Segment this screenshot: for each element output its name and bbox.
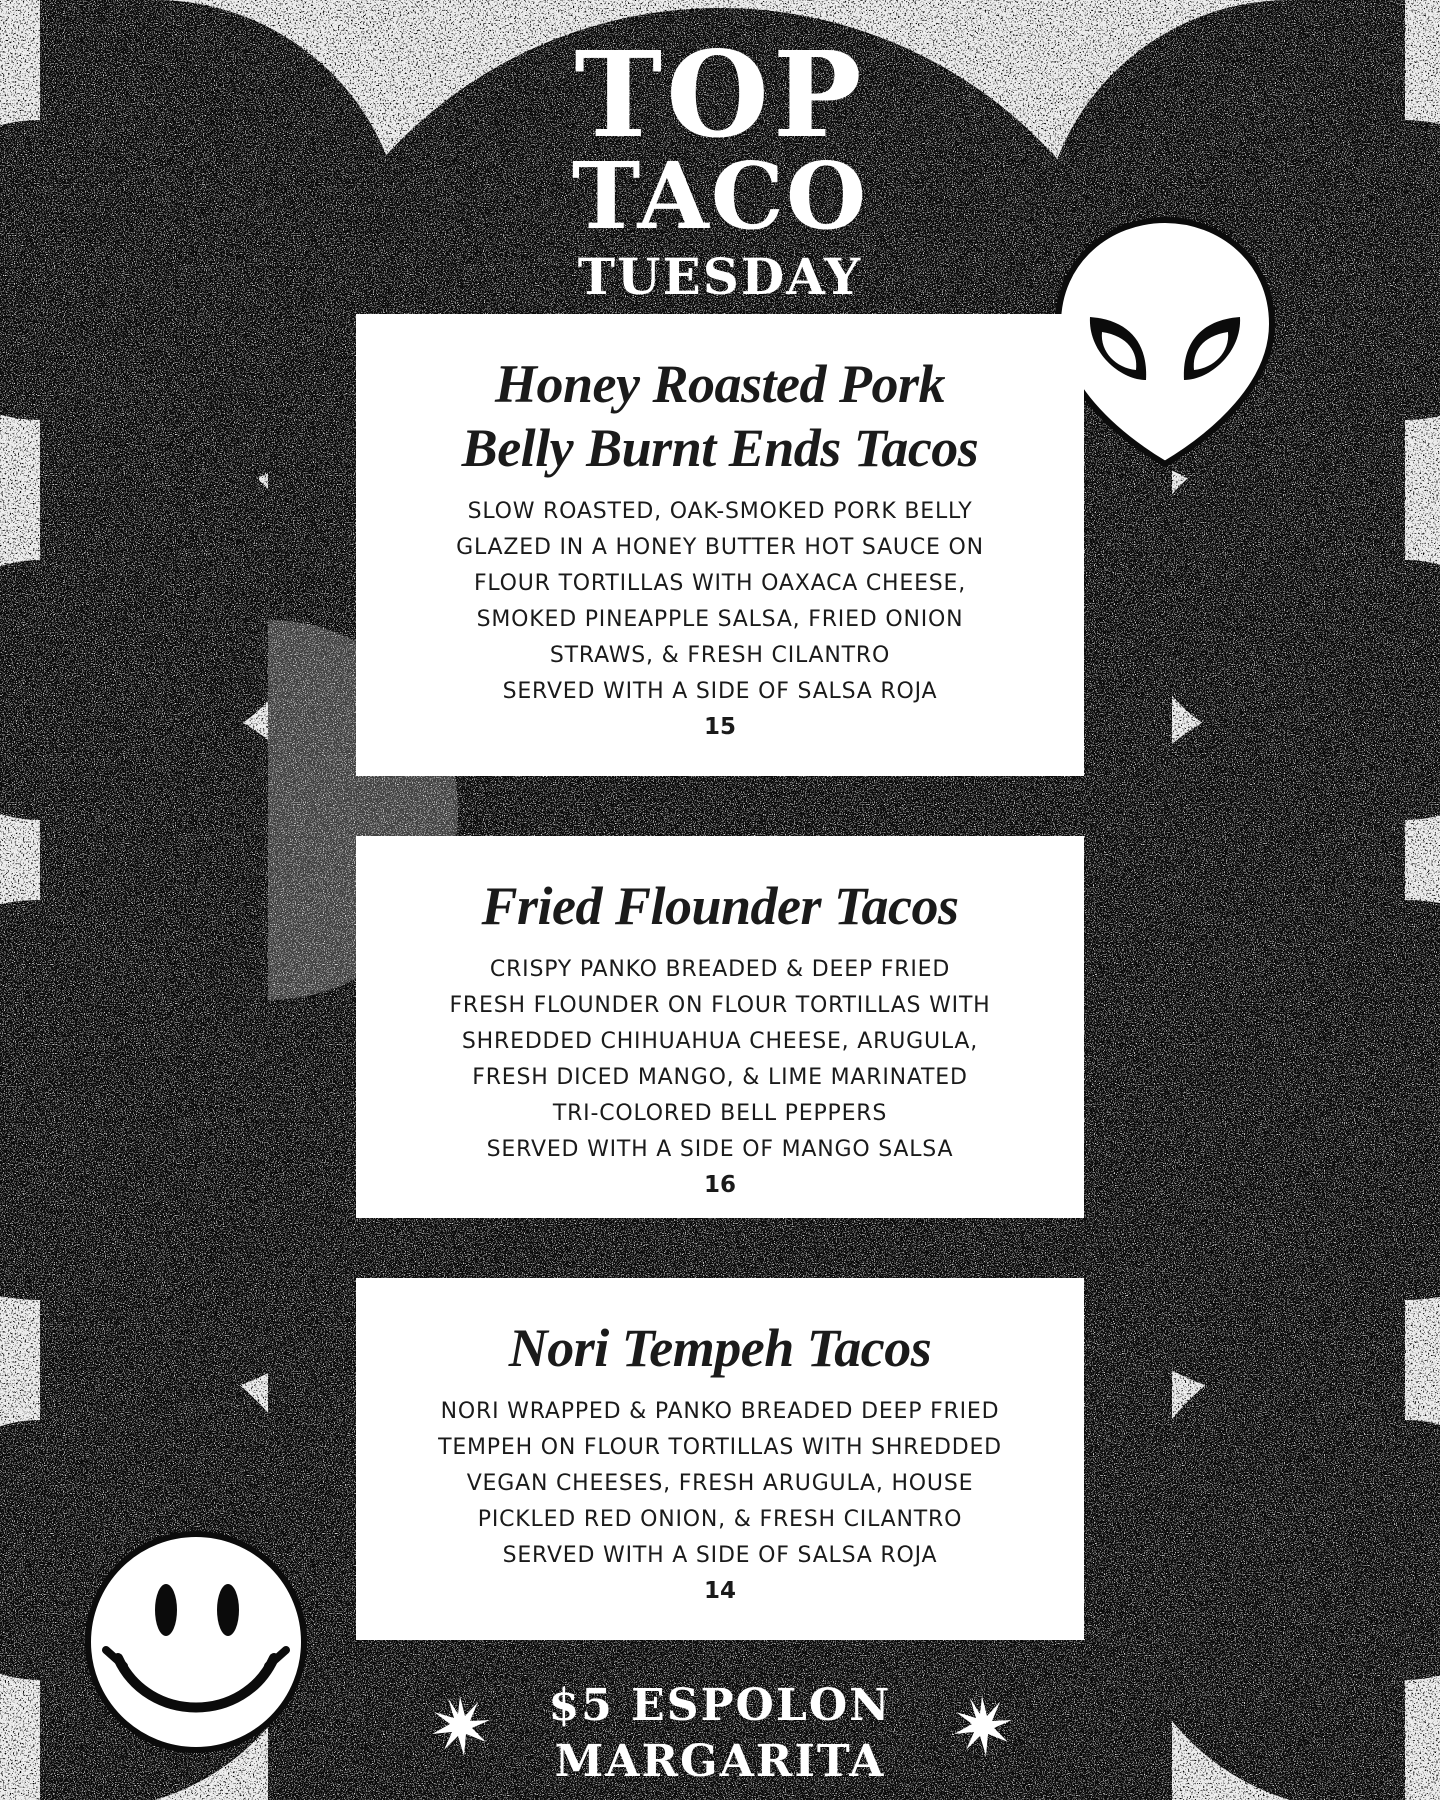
description-line: VEGAN CHEESES, FRESH ARUGULA, HOUSE: [466, 1471, 974, 1496]
menu-item-title: [380, 352, 1060, 480]
title-top: TOP: [574, 25, 866, 164]
description-line: FLOUR TORTILLAS WITH OAXACA CHEESE,: [473, 571, 967, 596]
description-line: FRESH FLOUNDER ON FLOUR TORTILLAS WITH: [449, 993, 991, 1018]
menu-item-card: [356, 1278, 1084, 1640]
description-line: CRISPY PANKO BREADED & DEEP FRIED: [489, 957, 951, 982]
menu-item-title-line: Belly Burnt Ends Tacos: [461, 418, 979, 478]
title-tuesday: TUESDAY: [577, 247, 863, 306]
menu-item-description: [380, 1394, 1060, 1574]
description-line: SERVED WITH A SIDE OF SALSA ROJA: [502, 679, 938, 704]
title-taco: TACO: [571, 142, 869, 250]
alien-head-icon: [1050, 212, 1280, 472]
menu-item-description: [380, 494, 1060, 710]
description-line: PICKLED RED ONION, & FRESH CILANTRO: [477, 1507, 963, 1532]
description-line: GLAZED IN A HONEY BUTTER HOT SAUCE ON: [456, 535, 984, 560]
drink-special-line: MARGARITA: [554, 1736, 886, 1787]
menu-item-price: 14: [703, 1578, 736, 1604]
description-line: FRESH DICED MANGO, & LIME MARINATED: [472, 1065, 968, 1090]
description-line: STRAWS, & FRESH CILANTRO: [549, 643, 891, 668]
description-line: TEMPEH ON FLOUR TORTILLAS WITH SHREDDED: [438, 1435, 1002, 1460]
description-line: SHREDDED CHIHUAHUA CHEESE, ARUGULA,: [461, 1029, 979, 1054]
menu-item-card: [356, 836, 1084, 1218]
menu-item-title: [380, 1316, 1060, 1380]
menu-item-price: 16: [703, 1172, 736, 1198]
menu-item-card: [356, 314, 1084, 776]
menu-item-title: [380, 874, 1060, 938]
menu-item-title-line: Honey Roasted Pork: [495, 354, 945, 414]
description-line: SERVED WITH A SIDE OF MANGO SALSA: [486, 1137, 954, 1162]
description-line: SLOW ROASTED, OAK-SMOKED PORK BELLY: [467, 499, 973, 524]
menu-item-price: 15: [703, 714, 736, 740]
description-line: NORI WRAPPED & PANKO BREADED DEEP FRIED: [440, 1399, 1000, 1424]
description-line: SERVED WITH A SIDE OF SALSA ROJA: [502, 1543, 938, 1568]
description-line: TRI-COLORED BELL PEPPERS: [552, 1101, 888, 1126]
menu-item-title-line: Fried Flounder Tacos: [481, 876, 959, 936]
menu-item-title-line: Nori Tempeh Tacos: [508, 1318, 932, 1378]
menu-item-description: [380, 952, 1060, 1168]
description-line: SMOKED PINEAPPLE SALSA, FRIED ONION: [476, 607, 964, 632]
drink-special-line: $5 ESPOLON: [548, 1680, 892, 1731]
